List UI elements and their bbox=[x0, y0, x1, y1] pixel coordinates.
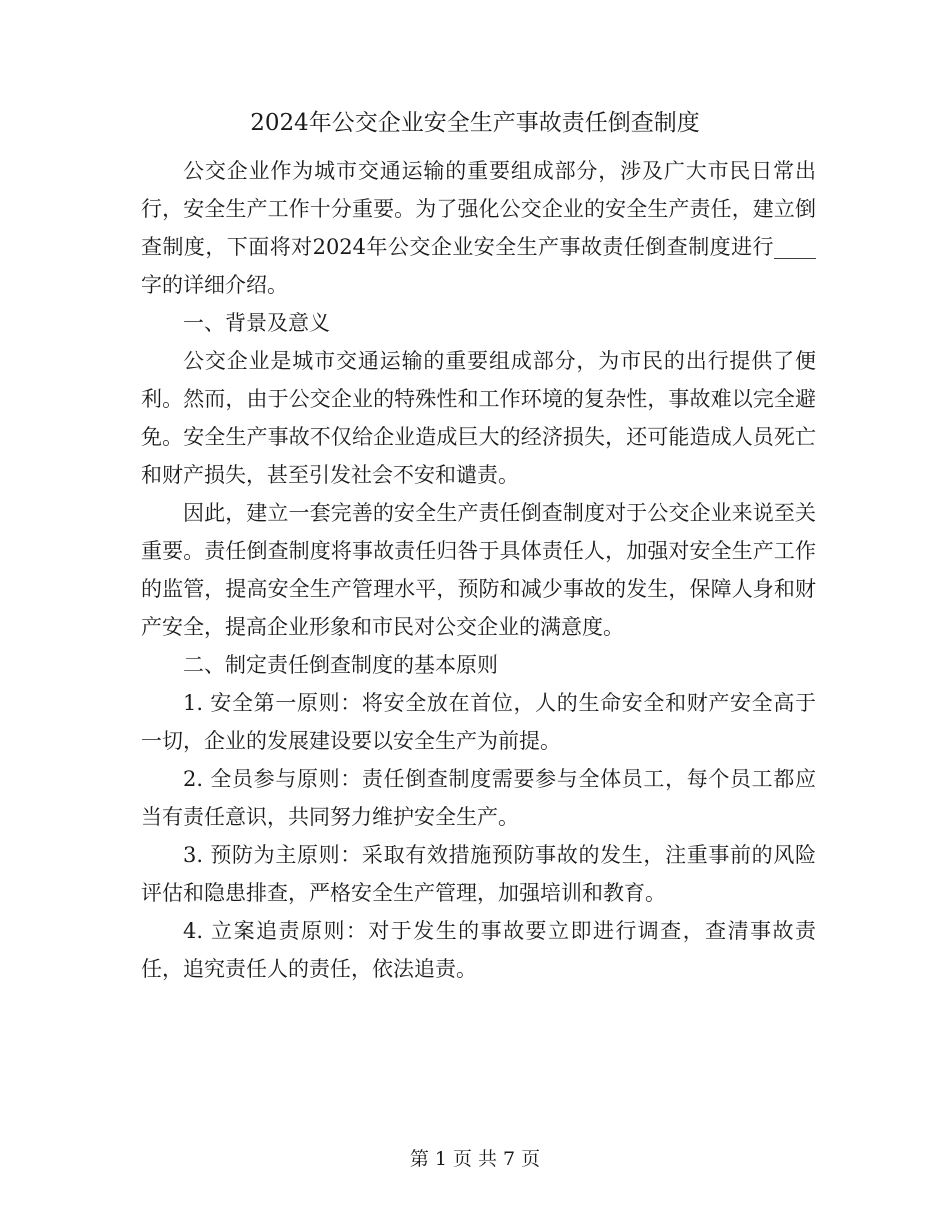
document-title: 2024年公交企业安全生产事故责任倒查制度 bbox=[250, 110, 700, 136]
principle-item-4: 4. 立案追责原则：对于发生的事故要立即进行调查，查清事故责任，追究责任人的责任，依法追责。 bbox=[141, 919, 816, 981]
paragraph-intro: 公交企业作为城市交通运输的重要组成部分，涉及广大市民日常出行，安全生产工作十分重要。为了强化公交企业的安全生产责任，建立倒查制度，下面将对2024年公交企业安全生产事故责任倒查制度进行____字的详细介绍。 bbox=[141, 159, 816, 297]
section-heading-principles: 二、制定责任倒查制度的基本原则 bbox=[183, 653, 498, 677]
page-number-footer: 第 1 页 共 7 页 bbox=[409, 1148, 541, 1170]
section-heading-background: 一、背景及意义 bbox=[183, 311, 330, 335]
paragraph-significance: 因此，建立一套完善的安全生产责任倒查制度对于公交企业来说至关重要。责任倒查制度将事故责任归咎于具体责任人，加强对安全生产工作的监管，提高安全生产管理水平，预防和减少事故的发生，保障人身和财产安全，提高企业形象和市民对公交企业的满意度。 bbox=[141, 501, 816, 639]
principle-item-2: 2. 全员参与原则：责任倒查制度需要参与全体员工，每个员工都应当有责任意识，共同努力维护安全生产。 bbox=[141, 767, 816, 829]
principle-item-3: 3. 预防为主原则：采取有效措施预防事故的发生，注重事前的风险评估和隐患排查，严格安全生产管理，加强培训和教育。 bbox=[141, 843, 816, 905]
document-body bbox=[141, 152, 816, 988]
principle-item-1: 1. 安全第一原则：将安全放在首位，人的生命安全和财产安全高于一切，企业的发展建设要以安全生产为前提。 bbox=[141, 691, 816, 753]
paragraph-background: 公交企业是城市交通运输的重要组成部分，为市民的出行提供了便利。然而，由于公交企业的特殊性和工作环境的复杂性，事故难以完全避免。安全生产事故不仅给企业造成巨大的经济损失，还可能造成人员死亡和财产损失，甚至引发社会不安和谴责。 bbox=[141, 349, 816, 487]
